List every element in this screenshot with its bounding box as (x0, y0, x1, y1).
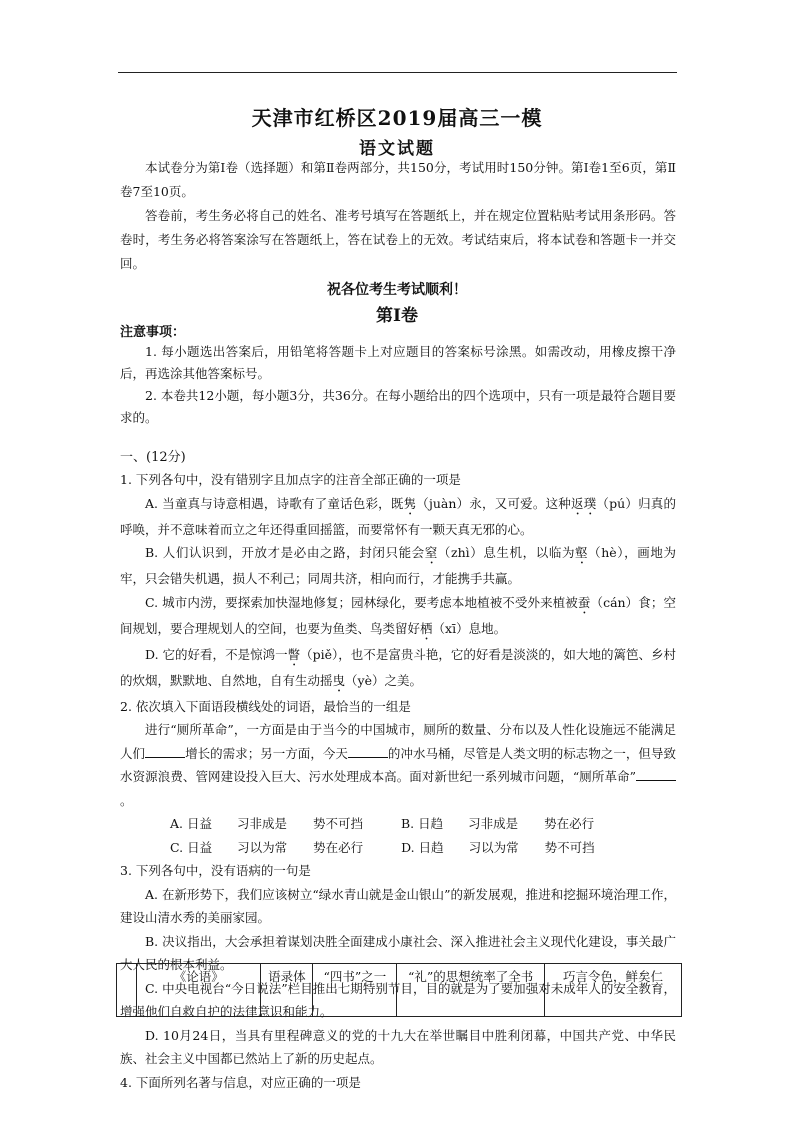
wish-text: 祝各位考生考试顺利！ (327, 282, 467, 298)
question-3-option-a: A. 在新形势下，我们应该树立“绿水青山就是金山银山”的新发展观，推进和挖掘环境治理工作，建设山清水秀的美丽家园。 (120, 886, 676, 925)
table-cell: 巧言令色，鲜矣仁 (544, 964, 681, 1017)
table-cell (117, 964, 137, 1017)
question-2-stem: 2. 依次填入下面语段横线处的词语，最恰当的一组是 (120, 698, 411, 714)
table-row (117, 964, 682, 1017)
question-1-stem: 1. 下列各句中，没有错别字且加点字的注音全部正确的一项是 (120, 472, 461, 487)
table-cell: “四书”之一 (313, 964, 397, 1017)
notice-item: 1. 每小题选出答案后，用铅笔将答题卡上对应题目的答案标号涂黑。如需改动，用橡皮擦干净后，再选涂其他答案标号。 (120, 344, 676, 381)
section-heading: 一、(12分) (120, 450, 186, 465)
question-1-option-d: D. 它的好看，不是惊鸿一瞥（piě），也不是富贵斗艳，它的好看是淡淡的，如大地的篱笆、乡村的炊烟，默默地、自然地，自有生动摇曳（yè）之美。 (120, 646, 676, 688)
question-3-stem: 3. 下列各句中，没有语病的一句是 (120, 863, 311, 878)
intro-paragraph: 本试卷分为第Ⅰ卷（选择题）和第Ⅱ卷两部分，共150分，考试用时150分钟。第Ⅰ卷1至6页，第Ⅱ卷7至10页。 (120, 160, 676, 199)
question-4-table (116, 963, 682, 1017)
question-3-option-c: C. 中央电视台“今日说法”栏目推出七期特别节目，目的就是为了要加强对未成年人的安全教育，增强他们自救自护的法律意识和能力。 (120, 980, 676, 1019)
fill-blank (636, 766, 676, 781)
question-2-passage: 进行“厕所革命”，一方面是由于当今的中国城市，厕所的数量、分布以及人性化设施远不能满足人们 增长的需求；另一方面，今天 的冲水马桶，尽管是人类文明的标志物之一，但导致水资源浪费、管网建设投入巨大、污水处理成本高。面对新世纪一系列城市问题，“厕所革命”。 (120, 722, 676, 808)
page-subtitle: 语文试题 (359, 139, 435, 159)
question-2-options-cd: C. 日益 习以为常 势在必行 D. 日趋 习以为常 势不可挡 (170, 839, 595, 855)
question-1-option-c: C. 城市内涝，要探索加快湿地修复；园林绿化，要考虑本地植被不受外来植被蚕（cán）食；空间规划，要合理规划人的空间，也要为鱼类、鸟类留好栖（xī）息地。 (120, 594, 676, 636)
question-4-stem: 4. 下面所列名著与信息，对应正确的一项是 (120, 1074, 361, 1090)
top-rule (118, 72, 677, 73)
question-1-option-b: B. 人们认识到，开放才是必由之路，封闭只能会窒（zhì）息生机，以临为壑（hè），画地为牢，只会错失机遇，损人不利己；同周共济，相向而行，才能携手共赢。 (120, 545, 676, 586)
volume-heading: 第Ⅰ卷 (376, 306, 418, 326)
page-title: 天津市红桥区2019届高三一模 (251, 106, 543, 130)
question-3-option-d: D. 10月24日，当具有里程碑意义的党的十九大在举世瞩目中胜利闭幕，中国共产党、中华民族、社会主义中国都已然站上了新的历史起点。 (120, 1027, 676, 1066)
question-3-option-b: B. 决议指出，大会承担着谋划决胜全面建成小康社会、深入推进社会主义现代化建设，事关最广大人民的根本利益。 (120, 933, 676, 972)
question-2-options-ab: A. 日益 习非成是 势不可挡 B. 日趋 习非成是 势在必行 (170, 816, 595, 831)
fill-blank (348, 743, 388, 758)
intro-text (120, 156, 676, 276)
table-cell: 《论语》 (137, 964, 261, 1017)
notice-item: 2. 本卷共12小题，每小题3分，共36分。在每小题给出的四个选项中，只有一项是最符合题目要求的。 (120, 388, 676, 425)
table-cell: “礼”的思想统率了全书 (397, 964, 545, 1017)
notice-list (120, 341, 676, 429)
table-cell: 语录体 (261, 964, 313, 1017)
question-1-option-a: A. 当童真与诗意相遇，诗歌有了童话色彩，既隽（juàn）永，又可爱。这种返璞（pú）归真的呼唤，并不意味着而立之年还得重回摇篮，而要常怀有一颗天真无邪的心。 (120, 495, 676, 537)
fill-blank (145, 743, 185, 758)
notice-title: 注意事项： (120, 325, 186, 340)
intro-paragraph: 答卷前，考生务必将自己的姓名、准考号填写在答题纸上，并在规定位置粘贴考试用条形码。答卷时，考生务必将答案涂写在答题纸上，答在试卷上的无效。考试结束后，将本试卷和答题卡一并交回。 (120, 208, 676, 271)
